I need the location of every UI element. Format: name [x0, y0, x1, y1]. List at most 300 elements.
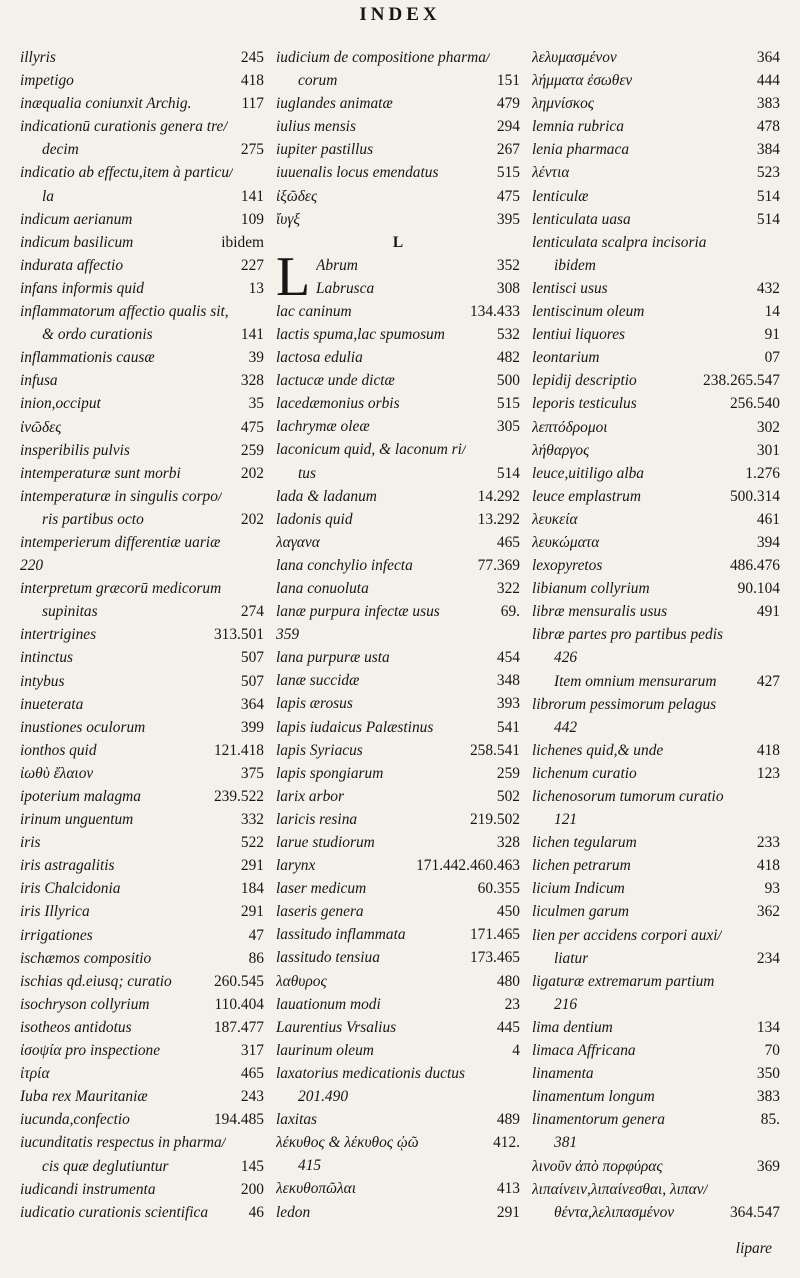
entry-term: lactis spuma,lac spumosum	[276, 325, 445, 343]
index-entry	[276, 716, 520, 739]
index-entry	[276, 831, 520, 854]
entry-term: ligaturæ extremarum partium	[532, 972, 715, 990]
index-entry	[532, 739, 780, 762]
entry-page-ref: 194.485	[213, 1111, 264, 1129]
entry-page-ref: 291	[240, 903, 264, 921]
entry-term: larix arbor	[276, 787, 344, 805]
entry-page-ref: 541	[496, 718, 520, 736]
entry-page-ref: 427	[756, 672, 780, 690]
entry-page-ref	[260, 300, 264, 323]
entry-page-ref: 375	[240, 764, 264, 782]
index-entry	[276, 1131, 520, 1154]
index-entry	[532, 508, 780, 531]
entry-page-ref: 267	[496, 141, 520, 159]
catchword: lipare	[735, 1240, 772, 1257]
index-entry	[532, 1016, 780, 1039]
entry-term: ipoterium malagma	[20, 788, 141, 805]
index-entry	[20, 92, 264, 115]
entry-term: iuglandes animatæ	[276, 95, 393, 113]
entry-page-ref: 348	[496, 672, 520, 690]
entry-page-ref: 39	[248, 349, 264, 367]
entry-page-ref: 202	[240, 464, 264, 482]
entry-page-ref: 491	[756, 603, 780, 621]
entry-page-ref: 482	[496, 349, 520, 367]
index-entry	[20, 646, 264, 669]
index-entry	[276, 531, 520, 554]
index-entry	[276, 161, 520, 184]
entry-page-ref: 227	[240, 256, 264, 274]
entry-page-ref: 291	[496, 1203, 520, 1221]
entry-term: iris	[20, 834, 41, 852]
index-entry	[276, 900, 520, 923]
entry-term: la	[42, 187, 54, 205]
entry-term: lichen petrarum	[532, 857, 631, 875]
index-entry	[276, 785, 520, 808]
entry-page-ref: 444	[756, 72, 780, 90]
entry-page-ref: 1.276	[745, 464, 780, 482]
entry-page-ref: 35	[248, 395, 264, 413]
entry-page-ref	[776, 1178, 780, 1201]
index-entry	[20, 185, 264, 208]
index-entry	[20, 808, 264, 831]
entry-term: linamentum longum	[532, 1088, 655, 1106]
entry-page-ref: 461	[756, 510, 780, 528]
entry-term: ἰσοψία pro inspectione	[20, 1042, 161, 1060]
entry-page-ref: ibidem	[221, 233, 264, 251]
entry-term: intemperaturæ in singulis corpo/	[20, 487, 223, 505]
index-entry	[532, 92, 780, 115]
entry-term: intertrigines	[20, 626, 97, 644]
index-entry	[20, 1062, 264, 1085]
entry-page-ref: 489	[496, 1111, 520, 1129]
entry-page-ref: 301	[756, 441, 780, 459]
entry-term: leporis testiculus	[532, 395, 637, 413]
index-entry	[276, 646, 520, 669]
entry-page-ref: 394	[756, 533, 780, 551]
entry-term: laxitas	[276, 1111, 318, 1129]
entry-term: liculmen garum	[532, 903, 630, 921]
index-entry	[20, 947, 264, 970]
entry-page-ref: 502	[496, 787, 520, 805]
entry-term: lenticulata uasa	[532, 210, 631, 228]
index-entry	[532, 762, 780, 785]
index-entry	[532, 716, 780, 739]
index-entry	[532, 231, 780, 254]
entry-page-ref: 117	[241, 95, 264, 113]
entry-page-ref: 109	[240, 210, 264, 228]
index-entry	[532, 416, 780, 439]
entry-page-ref: 14	[764, 303, 780, 321]
entry-page-ref: 141	[240, 187, 264, 205]
entry-page-ref: 475	[496, 187, 520, 205]
index-entry	[20, 300, 264, 323]
index-entry	[20, 762, 264, 785]
entry-term: laseris genera	[276, 903, 364, 921]
entry-term: larue studiorum	[276, 834, 375, 851]
index-entry	[20, 1108, 264, 1131]
index-entry	[276, 1177, 520, 1200]
entry-page-ref: 219.502	[469, 810, 520, 828]
entry-page-ref	[260, 161, 264, 184]
entry-term: inæqualia coniunxit Archig.	[20, 95, 192, 113]
entry-page-ref: 234	[756, 949, 780, 967]
section-letter-l: L	[392, 233, 404, 251]
entry-term: lima dentium	[532, 1018, 613, 1036]
index-entry	[20, 600, 264, 623]
entry-page-ref	[516, 1085, 520, 1108]
entry-page-ref: 322	[496, 579, 520, 597]
entry-page-ref: 123	[756, 764, 780, 782]
entry-term: λευκώματα	[532, 533, 600, 551]
entry-term: lauationum modi	[276, 995, 381, 1013]
entry-page-ref: 515	[496, 395, 520, 413]
index-entry	[532, 785, 780, 808]
entry-term: lassitudo inflammata	[276, 926, 406, 944]
index-entry	[532, 808, 780, 831]
entry-term: ἰτρία	[20, 1065, 50, 1083]
entry-term: lac caninum	[276, 302, 352, 320]
entry-page-ref: 454	[496, 649, 520, 667]
entry-term: iris Chalcidonia	[20, 880, 121, 898]
entry-page-ref: 93	[764, 880, 780, 898]
entry-term: indicum aerianum	[20, 210, 133, 228]
entry-term: linamentorum genera	[532, 1111, 665, 1129]
entry-term: λέντια	[532, 164, 570, 182]
entry-page-ref: 110.404	[214, 995, 264, 1013]
entry-term: lacedæmonius orbis	[276, 395, 400, 413]
drop-cap-block	[276, 245, 520, 308]
index-entry	[532, 623, 780, 646]
entry-term: lichen tegularum	[532, 834, 637, 852]
index-entry	[20, 785, 264, 808]
entry-term: tus	[298, 464, 316, 482]
entry-term: lada & ladanum	[276, 487, 377, 505]
index-entry	[532, 485, 780, 508]
entry-page-ref: 46	[248, 1203, 264, 1221]
entry-page-ref	[260, 115, 264, 138]
entry-term: 216	[554, 995, 578, 1013]
entry-page-ref	[776, 693, 780, 716]
entry-term: limaca Affricana	[532, 1042, 636, 1060]
entry-term: irinum unguentum	[20, 811, 134, 829]
entry-page-ref: 514	[756, 187, 780, 205]
entry-term: lentiscinum oleum	[532, 303, 645, 321]
index-entry	[276, 46, 520, 69]
entry-page-ref	[776, 623, 780, 646]
entry-page-ref	[776, 254, 780, 277]
entry-term: iuuenalis locus emendatus	[276, 164, 439, 182]
index-entry	[20, 346, 264, 369]
entry-page-ref: 121.418	[213, 741, 264, 759]
entry-page-ref: 352	[496, 256, 520, 274]
index-entry	[276, 462, 520, 485]
index-entry	[276, 993, 520, 1016]
entry-term: 201.490	[298, 1088, 349, 1106]
entry-term: 442	[554, 718, 578, 736]
index-entry	[20, 508, 264, 531]
entry-term: insperibilis pulvis	[20, 441, 130, 459]
index-entry	[20, 277, 264, 300]
entry-page-ref: 134.433	[469, 302, 520, 320]
index-entry	[532, 577, 780, 600]
index-entry	[276, 1039, 520, 1062]
entry-term: ledon	[276, 1203, 311, 1221]
entry-term: iudicandi instrumenta	[20, 1180, 156, 1198]
entry-page-ref: 14.292	[477, 487, 520, 505]
entry-term: leuce emplastrum	[532, 487, 641, 505]
index-entry	[532, 346, 780, 369]
entry-page-ref: 260.545	[213, 972, 264, 990]
index-entry	[532, 854, 780, 877]
index-entry	[20, 462, 264, 485]
entry-page-ref: 141	[240, 326, 264, 344]
index-entry	[20, 577, 264, 600]
index-entry	[532, 46, 780, 69]
entry-page-ref: 202	[240, 510, 264, 528]
entry-term: inueterata	[20, 695, 84, 713]
entry-page-ref	[260, 1131, 264, 1154]
index-entry	[20, 161, 264, 184]
index-entry	[532, 323, 780, 346]
index-entry	[20, 1201, 264, 1224]
index-entry	[276, 1108, 520, 1131]
index-entry	[276, 185, 520, 208]
entry-term: ἰνῶδες	[20, 418, 62, 436]
entry-page-ref: 514	[756, 210, 780, 228]
index-entry	[532, 900, 780, 923]
entry-page-ref	[260, 577, 264, 600]
entry-page-ref: 259	[496, 764, 520, 782]
entry-term: linamenta	[532, 1065, 594, 1083]
entry-term: lichenum curatio	[532, 764, 637, 782]
index-entry	[20, 1155, 264, 1178]
entry-term: lenticulæ	[532, 187, 589, 205]
entry-term: irrigationes	[20, 926, 93, 944]
entry-page-ref: 383	[756, 1088, 780, 1106]
entry-page-ref: 313.501	[213, 626, 264, 644]
index-entry	[276, 1201, 520, 1224]
entry-term: λήμματα ἐσωθεν	[532, 72, 633, 90]
index-entry	[20, 1131, 264, 1154]
entry-page-ref	[516, 623, 520, 646]
index-entry	[532, 69, 780, 92]
entry-term: lapis spongiarum	[276, 764, 384, 782]
entry-page-ref: 69.	[500, 603, 520, 621]
index-entry	[20, 1039, 264, 1062]
entry-term: & ordo curationis	[42, 326, 153, 344]
entry-page-ref: 369	[756, 1157, 780, 1175]
entry-page-ref: 245	[240, 49, 264, 66]
entry-term: lanæ succidæ	[276, 672, 360, 690]
entry-page-ref: 418	[756, 741, 780, 759]
entry-term: inflammatorum affectio qualis sit,	[20, 303, 229, 321]
entry-page-ref: 308	[496, 279, 520, 297]
index-entry	[20, 369, 264, 392]
index-entry	[532, 1108, 780, 1131]
entry-term: larynx	[276, 857, 316, 875]
index-entry	[20, 693, 264, 716]
index-entry	[316, 254, 520, 277]
entry-term: indicationū curationis genera tre/	[20, 118, 228, 136]
entry-page-ref: 173.465	[469, 949, 520, 967]
index-entry	[532, 600, 780, 623]
index-entry	[532, 693, 780, 716]
entry-page-ref: 364	[756, 49, 780, 66]
index-entry	[532, 646, 780, 669]
entry-page-ref	[776, 716, 780, 739]
index-entry	[532, 970, 780, 993]
entry-term: iucunda,confectio	[20, 1111, 130, 1129]
index-entry	[276, 92, 520, 115]
entry-page-ref: 47	[248, 926, 264, 944]
entry-page-ref: 480	[496, 972, 520, 990]
index-entry	[276, 415, 520, 438]
entry-term: isochryson collyrium	[20, 995, 150, 1013]
index-entry	[276, 946, 520, 969]
entry-term: 220	[20, 557, 44, 575]
index-entry	[20, 138, 264, 161]
entry-page-ref: 256.540	[729, 395, 780, 413]
entry-term: laurinum oleum	[276, 1041, 374, 1059]
entry-page-ref: 317	[240, 1042, 264, 1060]
entry-term: laser medicum	[276, 880, 367, 898]
entry-page-ref: 60.355	[477, 880, 520, 898]
entry-term: lapis ærosus	[276, 695, 353, 713]
index-entry	[20, 231, 264, 254]
index-entry	[20, 831, 264, 854]
entry-term: intybus	[20, 672, 65, 690]
index-entry	[276, 323, 520, 346]
entry-term: libræ partes pro partibus pedis	[532, 626, 723, 644]
index-entry	[276, 739, 520, 762]
entry-page-ref: 418	[240, 72, 264, 90]
index-entry	[532, 115, 780, 138]
entry-page-ref: 294	[496, 118, 520, 136]
index-entry	[276, 508, 520, 531]
index-entry	[20, 1178, 264, 1201]
index-entry	[20, 531, 264, 554]
entry-page-ref	[516, 1154, 520, 1177]
entry-term: lexopyretos	[532, 557, 603, 575]
index-entry	[532, 138, 780, 161]
entry-term: iris astragalitis	[20, 857, 115, 875]
entry-term: λαγανα	[276, 533, 320, 551]
index-entry	[276, 208, 520, 231]
index-entry	[532, 670, 780, 693]
index-entry	[20, 877, 264, 900]
entry-page-ref	[776, 785, 780, 808]
entry-term: lanæ purpura infectæ usus	[276, 603, 440, 621]
entry-term: iupiter pastillus	[276, 141, 374, 159]
entry-page-ref: 184	[240, 880, 264, 898]
index-entry	[20, 46, 264, 69]
index-entry	[532, 439, 780, 462]
index-entry	[532, 254, 780, 277]
entry-page-ref: 413	[496, 1180, 520, 1198]
entry-term: ris partibus octo	[42, 510, 144, 528]
entry-page-ref: 364.547	[729, 1203, 780, 1221]
index-entry	[276, 692, 520, 715]
entry-page-ref: 514	[496, 464, 520, 482]
entry-page-ref: 200	[240, 1180, 264, 1198]
index-entry	[276, 623, 520, 646]
entry-term: lapis Syriacus	[276, 741, 363, 759]
index-entry	[20, 323, 264, 346]
entry-term: iris Illyrica	[20, 903, 90, 921]
entry-term: 381	[554, 1134, 578, 1152]
entry-page-ref: 85.	[760, 1111, 780, 1129]
index-entry	[20, 485, 264, 508]
entry-term: 426	[554, 649, 578, 667]
entry-page-ref: 274	[240, 603, 264, 621]
entry-page-ref: 332	[240, 811, 264, 829]
entry-term: ladonis quid	[276, 510, 353, 528]
entry-term: λεκυθοπῶλαι	[276, 1180, 357, 1198]
index-entry	[20, 993, 264, 1016]
entry-page-ref: 238.265.547	[703, 372, 780, 390]
index-entry	[276, 300, 520, 323]
index-entry	[532, 924, 780, 947]
index-entry	[532, 392, 780, 415]
entry-term: λεπτόδρομοι	[532, 418, 608, 436]
entry-page-ref: 532	[496, 325, 520, 343]
entry-term: licium Indicum	[532, 880, 625, 898]
entry-term: isotheos antidotus	[20, 1018, 132, 1036]
index-entry	[276, 1016, 520, 1039]
entry-page-ref	[516, 438, 520, 461]
page-header: INDEX	[359, 4, 441, 25]
entry-page-ref: 522	[240, 834, 264, 852]
index-entry	[20, 900, 264, 923]
entry-page-ref	[260, 554, 264, 577]
entry-page-ref	[776, 231, 780, 254]
index-entry	[532, 554, 780, 577]
entry-page-ref	[516, 46, 520, 69]
entry-term: cis quæ deglutiuntur	[42, 1157, 169, 1175]
entry-term: θέντα,λελιπασμένον	[554, 1203, 675, 1221]
entry-term: lactucæ unde dictæ	[276, 372, 395, 390]
entry-page-ref: 328	[240, 372, 264, 390]
entry-term: lapis iudaicus Palæstinus	[276, 718, 434, 736]
entry-page-ref: 465	[496, 533, 520, 551]
entry-term: libræ mensuralis usus	[532, 603, 668, 621]
entry-term: intemperaturæ sunt morbi	[20, 464, 181, 482]
index-entry	[532, 300, 780, 323]
entry-page-ref: 13.292	[477, 510, 520, 528]
index-entry	[532, 877, 780, 900]
entry-term: ibidem	[554, 256, 596, 274]
index-entry	[20, 1016, 264, 1039]
index-column-3	[532, 46, 780, 1224]
entry-term: lichenes quid,& unde	[532, 741, 664, 759]
entry-page-ref: 383	[756, 95, 780, 113]
entry-term: lachrymæ oleæ	[276, 418, 370, 436]
entry-term: lenia pharmaca	[532, 141, 630, 159]
entry-page-ref: 328	[496, 834, 520, 851]
index-entry	[276, 554, 520, 577]
index-entry	[20, 623, 264, 646]
entry-term: λέκυθος & λέκυθος ᾠῶ	[276, 1134, 419, 1152]
entry-term: lana conuoluta	[276, 579, 369, 597]
index-entry	[276, 1062, 520, 1085]
entry-term: indicatio ab effectu,item à particu/	[20, 164, 234, 182]
entry-page-ref: 187.477	[213, 1018, 264, 1036]
index-entry	[276, 392, 520, 415]
entry-page-ref: 364	[240, 695, 264, 713]
entry-term: inion,occiput	[20, 395, 101, 413]
index-entry	[532, 1039, 780, 1062]
index-entry	[276, 69, 520, 92]
